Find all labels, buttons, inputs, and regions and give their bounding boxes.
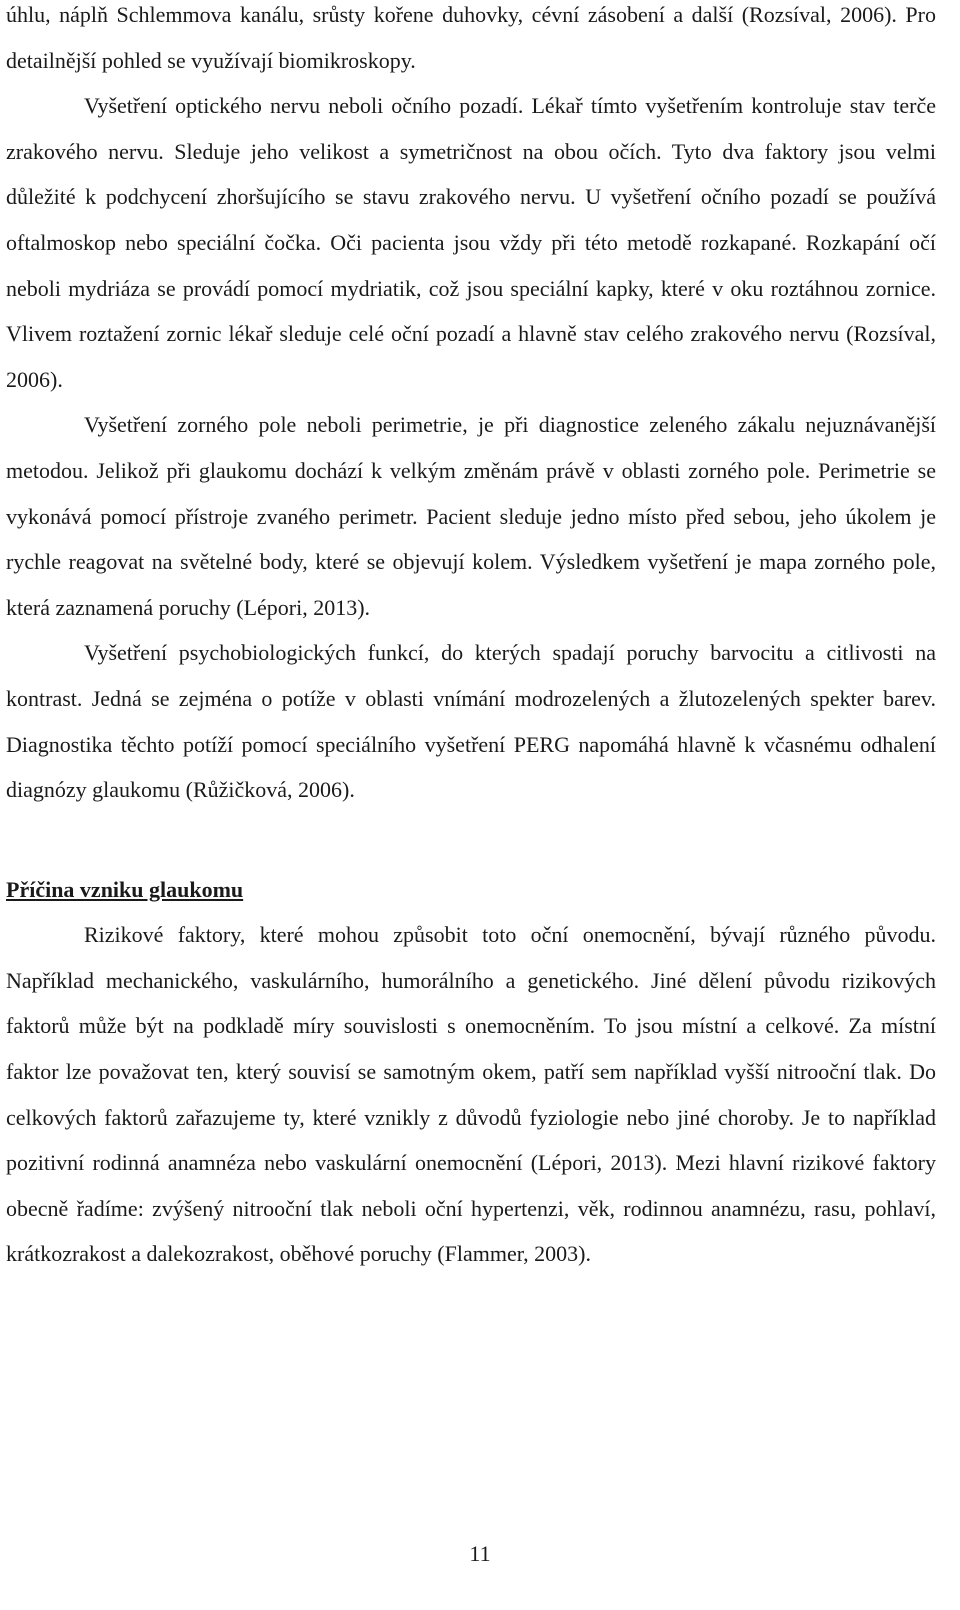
- paragraph-perimetry: Vyšetření zorného pole neboli perimetrie, je při diagnostice zeleného zákalu nejuznávanější metodou. Jelikož při glaukomu dochází k velkým změnám právě v oblasti zorného pole. Perimetrie se vykonává pomocí přístroje zvaného perimetr. Pacient sleduje jedno místo před sebou, jeho úkolem je rychle reagovat na světelné body, které se objevují kolem. Výsledkem vyšetření je mapa zorného pole, která zaznamená poruchy (Lépori, 2013).: [6, 412, 936, 620]
- document-page: [6, 0, 936, 1277]
- paragraph-continuation: úhlu, náplň Schlemmova kanálu, srůsty kořene duhovky, cévní zásobení a další (Rozsíval, 2006). Pro detailnější pohled se využívají biomikroskopy.: [6, 2, 936, 73]
- paragraph-psychobiological-functions: Vyšetření psychobiologických funkcí, do kterých spadají poruchy barvocitu a citlivosti na kontrast. Jedná se zejména o potíže v oblasti vnímání modrozelených a žlutozelených spekter barev. Diagnostika těchto potíží pomocí speciálního vyšetření PERG napomáhá hlavně k včasnému odhalení diagnózy glaukomu (Růžičková, 2006).: [6, 640, 936, 803]
- section-heading: Příčina vzniku glaukomu: [6, 876, 244, 902]
- page-number: 11: [469, 1541, 491, 1566]
- section-spacer: [6, 813, 936, 867]
- paragraph-optic-nerve-exam: Vyšetření optického nervu neboli očního pozadí. Lékař tímto vyšetřením kontroluje stav terče zrakového nervu. Sleduje jeho velikost a symetričnost na obou očích. Tyto dva faktory jsou velmi důležité k podchycení zhoršujícího se stavu zrakového nervu. U vyšetření očního pozadí se používá oftalmoskop nebo speciální čočka. Oči pacienta jsou vždy při této metodě rozkapané. Rozkapání očí neboli mydriáza se provádí pomocí mydriatik, což jsou speciální kapky, které v oku roztáhnou zornice. Vlivem roztažení zornic lékař sleduje celé oční pozadí a hlavně stav celého zrakového nervu (Rozsíval, 2006).: [6, 93, 936, 392]
- paragraph-risk-factors: Rizikové faktory, které mohou způsobit toto oční onemocnění, bývají různého původu. Například mechanického, vaskulárního, humorálního a genetického. Jiné dělení původu rizikových faktorů může být na podkladě míry souvislosti s onemocněním. To jsou místní a celkové. Za místní faktor lze považovat ten, který souvisí se samotným okem, patří sem například vyšší nitrooční tlak. Do celkových faktorů zařazujeme ty, které vznikly z důvodů fyziologie nebo jiné choroby. Je to například pozitivní rodinná anamnéza nebo vaskulární onemocnění (Lépori, 2013). Mezi hlavní rizikové faktory obecně řadíme: zvýšený nitrooční tlak neboli oční hypertenzi, věk, rodinnou anamnézu, rasu, pohlaví, krátkozrakost a dalekozrakost, oběhové poruchy (Flammer, 2003).: [6, 922, 936, 1267]
